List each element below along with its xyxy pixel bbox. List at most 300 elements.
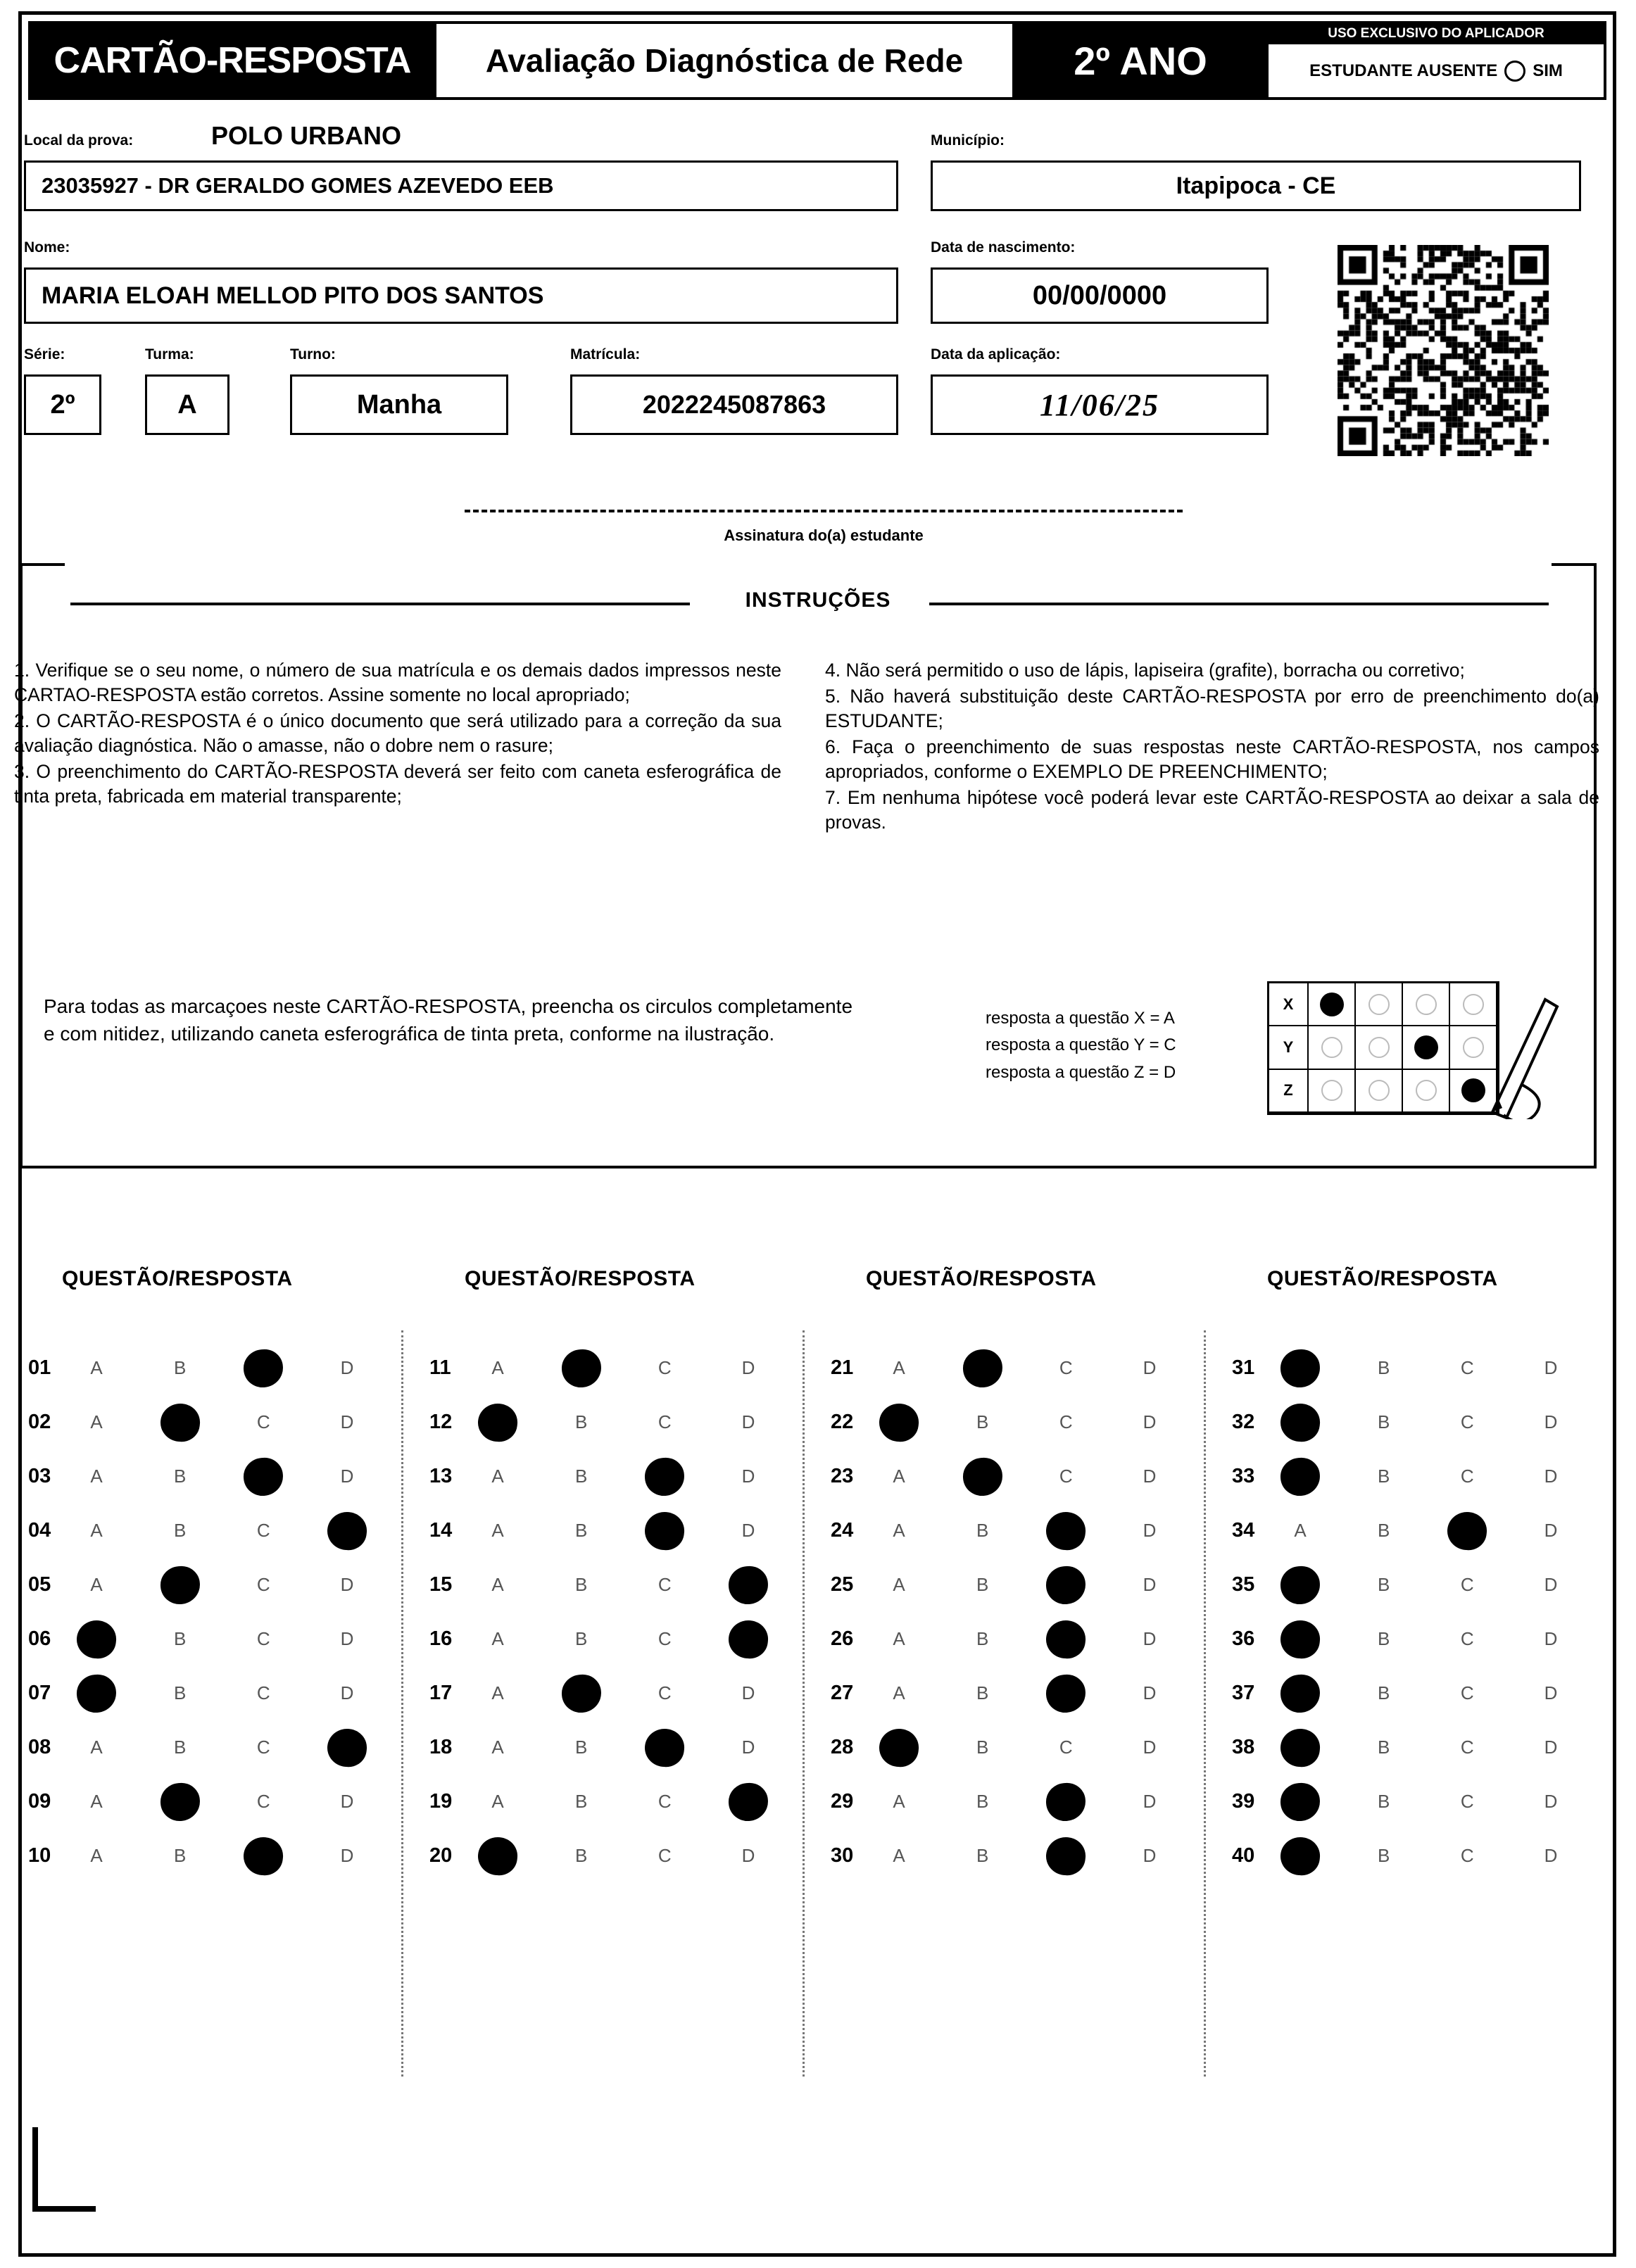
- local-label: Local da prova:: [24, 132, 134, 149]
- answer-column-title: QUESTÃO/RESPOSTA: [465, 1267, 696, 1290]
- option-group[interactable]: [75, 1726, 387, 1770]
- answer-row[interactable]: [422, 1666, 788, 1720]
- answer-row[interactable]: [824, 1341, 1190, 1395]
- instruction-item: 4. Não será permitido o uso de lápis, lapiseira (grafite), borracha ou corretivo;: [825, 660, 1465, 681]
- option-group[interactable]: [75, 1563, 387, 1607]
- option-bubble-c[interactable]: C: [256, 1682, 270, 1703]
- option-bubble-a[interactable]: A: [893, 1520, 905, 1541]
- answer-row[interactable]: [1225, 1558, 1591, 1612]
- option-bubble-d[interactable]: D: [1544, 1357, 1558, 1378]
- option-group[interactable]: [877, 1672, 1190, 1715]
- option-bubble-d[interactable]: D: [1143, 1357, 1157, 1378]
- instruction-item: 1. Verifique se o seu nome, o número de sua matrícula e os demais dados impressos neste CARTAO-RESPOSTA estão corretos. Assine somente no local apropriado;: [14, 660, 781, 705]
- answer-row[interactable]: [1225, 1395, 1591, 1449]
- option-bubble-b[interactable]: B: [1377, 1791, 1390, 1812]
- option-bubble-a[interactable]: A: [893, 1682, 905, 1703]
- option-bubble-d[interactable]: D: [741, 1466, 755, 1487]
- option-bubble-b[interactable]: B: [574, 1737, 588, 1758]
- option-bubble-a[interactable]: A: [491, 1357, 504, 1378]
- aplicacao-label: Data da aplicação:: [931, 346, 1061, 363]
- nome-field: MARIA ELOAH MELLOD PITO DOS SANTOS: [24, 267, 898, 324]
- answer-row[interactable]: [422, 1829, 788, 1883]
- answer-row[interactable]: [1225, 1341, 1591, 1395]
- option-group[interactable]: [1278, 1401, 1591, 1444]
- option-bubble-b[interactable]: B: [574, 1574, 588, 1595]
- option-bubble-b[interactable]: B: [574, 1628, 588, 1649]
- option-bubble-d[interactable]: D: [1143, 1574, 1157, 1595]
- option-bubble-d[interactable]: [726, 1780, 770, 1824]
- answer-row[interactable]: [21, 1558, 387, 1612]
- option-bubble-c[interactable]: C: [1460, 1357, 1474, 1378]
- option-bubble-a[interactable]: A: [90, 1411, 103, 1432]
- answer-row[interactable]: [422, 1504, 788, 1558]
- option-bubble-c[interactable]: C: [657, 1574, 672, 1595]
- option-bubble-b[interactable]: B: [976, 1737, 989, 1758]
- option-bubble-c[interactable]: C: [1059, 1737, 1073, 1758]
- option-bubble-b[interactable]: B: [1377, 1520, 1390, 1541]
- option-bubble-d[interactable]: [726, 1563, 770, 1607]
- question-number: 38: [1232, 1736, 1255, 1758]
- answer-row[interactable]: [1225, 1720, 1591, 1775]
- option-bubble-c[interactable]: C: [1059, 1357, 1073, 1378]
- option-bubble-b[interactable]: B: [574, 1520, 588, 1541]
- answer-row[interactable]: [422, 1612, 788, 1666]
- option-bubble-a[interactable]: [1278, 1563, 1322, 1607]
- question-number: 34: [1232, 1519, 1255, 1542]
- option-bubble-c[interactable]: C: [657, 1682, 672, 1703]
- option-bubble-d[interactable]: D: [340, 1845, 354, 1866]
- option-bubble-d[interactable]: [325, 1509, 369, 1553]
- option-bubble-b[interactable]: [158, 1780, 202, 1824]
- option-bubble-d[interactable]: D: [1143, 1466, 1157, 1487]
- option-bubble-d[interactable]: D: [340, 1791, 354, 1812]
- option-bubble-a[interactable]: A: [90, 1574, 103, 1595]
- option-bubble-a[interactable]: A: [491, 1574, 504, 1595]
- option-bubble-c[interactable]: [1044, 1563, 1088, 1607]
- option-bubble-a[interactable]: A: [1294, 1520, 1307, 1541]
- answer-row[interactable]: [824, 1829, 1190, 1883]
- option-bubble-c[interactable]: C: [1460, 1845, 1474, 1866]
- answer-row[interactable]: [1225, 1775, 1591, 1829]
- answer-row[interactable]: [21, 1666, 387, 1720]
- answer-row[interactable]: [1225, 1612, 1591, 1666]
- question-number: 33: [1232, 1465, 1255, 1487]
- option-group[interactable]: [1278, 1726, 1591, 1770]
- option-group[interactable]: [476, 1401, 788, 1444]
- question-number: 04: [28, 1519, 51, 1542]
- option-bubble-d[interactable]: [726, 1618, 770, 1661]
- option-group[interactable]: [877, 1780, 1190, 1824]
- example-legend-line: resposta a questão X = A: [986, 1009, 1175, 1028]
- answer-row[interactable]: [422, 1449, 788, 1504]
- option-bubble-d[interactable]: D: [741, 1682, 755, 1703]
- page-header: [28, 21, 1606, 100]
- option-bubble-b[interactable]: B: [574, 1411, 588, 1432]
- option-bubble-c[interactable]: [1044, 1834, 1088, 1878]
- option-bubble-a[interactable]: A: [491, 1791, 504, 1812]
- turno-label: Turno:: [290, 346, 336, 363]
- option-bubble-c[interactable]: C: [657, 1845, 672, 1866]
- example-row-label: Z: [1269, 1070, 1309, 1113]
- option-group[interactable]: [75, 1618, 387, 1661]
- option-bubble-c[interactable]: C: [256, 1791, 270, 1812]
- option-bubble-c[interactable]: [1044, 1509, 1088, 1553]
- option-bubble-c[interactable]: C: [256, 1520, 270, 1541]
- question-number: 20: [429, 1844, 453, 1867]
- option-bubble-c[interactable]: [1044, 1780, 1088, 1824]
- option-bubble-c[interactable]: C: [1460, 1466, 1474, 1487]
- option-bubble-d[interactable]: D: [340, 1466, 354, 1487]
- option-bubble-c[interactable]: C: [1460, 1628, 1474, 1649]
- option-bubble-a[interactable]: [877, 1401, 921, 1444]
- option-group[interactable]: [75, 1509, 387, 1553]
- option-bubble-a[interactable]: A: [90, 1737, 103, 1758]
- option-bubble-a[interactable]: [1278, 1672, 1322, 1715]
- option-group[interactable]: [75, 1347, 387, 1390]
- option-bubble-d[interactable]: D: [1544, 1466, 1558, 1487]
- option-bubble-b[interactable]: B: [976, 1791, 989, 1812]
- answer-row[interactable]: [21, 1720, 387, 1775]
- option-bubble-c[interactable]: C: [1460, 1737, 1474, 1758]
- option-bubble-a[interactable]: A: [893, 1791, 905, 1812]
- option-bubble-d[interactable]: D: [1143, 1628, 1157, 1649]
- option-bubble-a[interactable]: [1278, 1401, 1322, 1444]
- option-group[interactable]: [877, 1401, 1190, 1444]
- option-bubble-b[interactable]: B: [1377, 1845, 1390, 1866]
- option-group[interactable]: [1278, 1563, 1591, 1607]
- answer-row[interactable]: [824, 1449, 1190, 1504]
- option-bubble-a[interactable]: A: [893, 1574, 905, 1595]
- option-bubble-c[interactable]: [643, 1455, 686, 1499]
- answer-column-2[interactable]: [422, 1341, 788, 1883]
- option-bubble-b[interactable]: B: [976, 1845, 989, 1866]
- option-group[interactable]: [1278, 1834, 1591, 1878]
- option-bubble-c[interactable]: [241, 1347, 285, 1390]
- option-bubble-b[interactable]: B: [173, 1466, 187, 1487]
- turno-field: Manha: [290, 374, 508, 435]
- question-number: 14: [429, 1519, 453, 1542]
- option-bubble-d[interactable]: D: [1143, 1791, 1157, 1812]
- answer-row[interactable]: [824, 1395, 1190, 1449]
- question-number: 08: [28, 1736, 51, 1758]
- option-group[interactable]: [877, 1563, 1190, 1607]
- instruction-item: 7. Em nenhuma hipótese você poderá levar este CARTÃO-RESPOSTA ao deixar a sala de provas.: [825, 786, 1599, 833]
- option-bubble-a[interactable]: A: [90, 1357, 103, 1378]
- option-bubble-d[interactable]: D: [1143, 1682, 1157, 1703]
- option-bubble-c[interactable]: C: [256, 1574, 270, 1595]
- answer-column-3[interactable]: [824, 1341, 1190, 1883]
- option-group[interactable]: [877, 1618, 1190, 1661]
- answer-row[interactable]: [824, 1612, 1190, 1666]
- instructions-column-left: [14, 658, 781, 810]
- option-bubble-b[interactable]: B: [1377, 1466, 1390, 1487]
- fill-example: [986, 971, 1563, 1133]
- option-bubble-c[interactable]: [643, 1726, 686, 1770]
- option-group[interactable]: [877, 1347, 1190, 1390]
- option-bubble-d[interactable]: D: [1143, 1520, 1157, 1541]
- option-bubble-b[interactable]: B: [173, 1737, 187, 1758]
- answer-row[interactable]: [21, 1612, 387, 1666]
- option-bubble-c[interactable]: C: [1059, 1466, 1073, 1487]
- option-group[interactable]: [476, 1672, 788, 1715]
- answer-row[interactable]: [824, 1504, 1190, 1558]
- option-bubble-b[interactable]: B: [1377, 1574, 1390, 1595]
- option-bubble-b[interactable]: B: [1377, 1357, 1390, 1378]
- example-cell-marked: [1309, 983, 1356, 1026]
- option-group[interactable]: [476, 1509, 788, 1553]
- option-group[interactable]: [1278, 1780, 1591, 1824]
- option-group[interactable]: [877, 1834, 1190, 1878]
- option-bubble-c[interactable]: C: [657, 1628, 672, 1649]
- option-bubble-a[interactable]: [75, 1618, 118, 1661]
- option-bubble-c[interactable]: C: [657, 1357, 672, 1378]
- option-bubble-c[interactable]: [241, 1834, 285, 1878]
- option-bubble-b[interactable]: B: [173, 1357, 187, 1378]
- option-group[interactable]: [1278, 1509, 1591, 1553]
- answer-row[interactable]: [21, 1829, 387, 1883]
- option-bubble-d[interactable]: D: [1544, 1682, 1558, 1703]
- answer-row[interactable]: [1225, 1504, 1591, 1558]
- option-bubble-a[interactable]: [1278, 1780, 1322, 1824]
- question-number: 31: [1232, 1356, 1255, 1379]
- option-bubble-b[interactable]: B: [173, 1520, 187, 1541]
- answer-row[interactable]: [824, 1558, 1190, 1612]
- answer-row[interactable]: [824, 1775, 1190, 1829]
- question-number: 22: [831, 1411, 854, 1433]
- option-bubble-a[interactable]: A: [491, 1737, 504, 1758]
- answer-row[interactable]: [824, 1720, 1190, 1775]
- school-field: 23035927 - DR GERALDO GOMES AZEVEDO EEB: [24, 160, 898, 211]
- option-bubble-a[interactable]: [476, 1401, 520, 1444]
- answer-row[interactable]: [21, 1775, 387, 1829]
- option-bubble-a[interactable]: [1278, 1834, 1322, 1878]
- instruction-item: 6. Faça o preenchimento de suas respostas neste CARTÃO-RESPOSTA, nos campos apropriados, conforme o EXEMPLO DE PREENCHIMENTO;: [825, 736, 1599, 782]
- option-bubble-a[interactable]: A: [893, 1357, 905, 1378]
- option-bubble-a[interactable]: [476, 1834, 520, 1878]
- example-row-label: Y: [1269, 1026, 1309, 1069]
- answer-row[interactable]: [21, 1449, 387, 1504]
- option-bubble-d[interactable]: D: [340, 1682, 354, 1703]
- option-bubble-c[interactable]: C: [657, 1791, 672, 1812]
- student-absent-label: ESTUDANTE AUSENTE: [1309, 61, 1498, 80]
- question-number: 26: [831, 1627, 854, 1650]
- option-group[interactable]: [476, 1563, 788, 1607]
- option-group[interactable]: [1278, 1455, 1591, 1499]
- option-bubble-d[interactable]: D: [340, 1628, 354, 1649]
- absent-bubble[interactable]: [1504, 61, 1525, 82]
- aplicacao-field: [931, 374, 1269, 435]
- option-bubble-c[interactable]: C: [657, 1411, 672, 1432]
- option-bubble-c[interactable]: C: [1460, 1791, 1474, 1812]
- question-number: 24: [831, 1519, 854, 1542]
- option-bubble-a[interactable]: [75, 1672, 118, 1715]
- question-number: 19: [429, 1790, 453, 1813]
- option-bubble-c[interactable]: C: [256, 1737, 270, 1758]
- example-cell: [1356, 983, 1403, 1026]
- option-bubble-c[interactable]: C: [1460, 1411, 1474, 1432]
- option-bubble-c[interactable]: C: [1460, 1574, 1474, 1595]
- option-bubble-c[interactable]: [1044, 1672, 1088, 1715]
- option-bubble-d[interactable]: D: [340, 1411, 354, 1432]
- option-bubble-d[interactable]: D: [1544, 1737, 1558, 1758]
- local-value: POLO URBANO: [211, 121, 401, 150]
- option-bubble-a[interactable]: A: [491, 1682, 504, 1703]
- option-bubble-b[interactable]: B: [173, 1628, 187, 1649]
- applicator-bar-label: USO EXCLUSIVO DO APLICADOR: [1269, 24, 1604, 44]
- option-bubble-d[interactable]: D: [1143, 1737, 1157, 1758]
- answer-row[interactable]: [422, 1341, 788, 1395]
- option-group[interactable]: [75, 1455, 387, 1499]
- option-bubble-b[interactable]: B: [976, 1520, 989, 1541]
- example-legend-line: resposta a questão Z = D: [986, 1062, 1176, 1082]
- option-bubble-d[interactable]: D: [741, 1845, 755, 1866]
- nome-label: Nome:: [24, 239, 70, 256]
- option-bubble-b[interactable]: [158, 1401, 202, 1444]
- example-cell: [1309, 1026, 1356, 1069]
- option-bubble-d[interactable]: [325, 1726, 369, 1770]
- option-bubble-d[interactable]: D: [1544, 1520, 1558, 1541]
- option-bubble-a[interactable]: [1278, 1726, 1322, 1770]
- option-bubble-a[interactable]: A: [491, 1628, 504, 1649]
- option-bubble-a[interactable]: A: [893, 1628, 905, 1649]
- option-group[interactable]: [476, 1834, 788, 1878]
- option-group[interactable]: [476, 1347, 788, 1390]
- answer-row[interactable]: [824, 1666, 1190, 1720]
- option-bubble-c[interactable]: [643, 1509, 686, 1553]
- option-group[interactable]: [476, 1455, 788, 1499]
- option-bubble-d[interactable]: D: [340, 1574, 354, 1595]
- option-bubble-b[interactable]: [158, 1563, 202, 1607]
- option-bubble-b[interactable]: B: [574, 1791, 588, 1812]
- question-number: 13: [429, 1465, 453, 1487]
- option-bubble-a[interactable]: A: [893, 1845, 905, 1866]
- option-bubble-c[interactable]: [1445, 1509, 1489, 1553]
- option-bubble-c[interactable]: C: [256, 1628, 270, 1649]
- option-bubble-b[interactable]: [560, 1672, 603, 1715]
- option-bubble-b[interactable]: B: [173, 1682, 187, 1703]
- answer-row[interactable]: [422, 1720, 788, 1775]
- option-bubble-b[interactable]: B: [1377, 1737, 1390, 1758]
- option-bubble-b[interactable]: B: [574, 1845, 588, 1866]
- answer-row[interactable]: [21, 1504, 387, 1558]
- option-bubble-d[interactable]: D: [1143, 1411, 1157, 1432]
- option-bubble-d[interactable]: D: [741, 1737, 755, 1758]
- answer-row[interactable]: [21, 1341, 387, 1395]
- option-bubble-b[interactable]: B: [1377, 1628, 1390, 1649]
- option-bubble-b[interactable]: B: [1377, 1411, 1390, 1432]
- option-group[interactable]: [877, 1509, 1190, 1553]
- option-bubble-a[interactable]: A: [90, 1520, 103, 1541]
- option-bubble-c[interactable]: C: [1460, 1682, 1474, 1703]
- option-group[interactable]: [1278, 1672, 1591, 1715]
- turma-label: Turma:: [145, 346, 194, 363]
- option-bubble-d[interactable]: D: [741, 1520, 755, 1541]
- option-bubble-b[interactable]: [961, 1347, 1005, 1390]
- answer-column-separator: [1204, 1330, 1206, 2077]
- option-bubble-a[interactable]: [1278, 1618, 1322, 1661]
- option-bubble-a[interactable]: A: [90, 1845, 103, 1866]
- option-group[interactable]: [476, 1726, 788, 1770]
- answer-column-1[interactable]: [21, 1341, 387, 1883]
- answer-column-4[interactable]: [1225, 1341, 1591, 1883]
- option-bubble-d[interactable]: D: [741, 1357, 755, 1378]
- instructions-title: INSTRUÇÕES: [745, 588, 891, 612]
- option-group[interactable]: [877, 1726, 1190, 1770]
- option-group[interactable]: [75, 1672, 387, 1715]
- answer-row[interactable]: [21, 1395, 387, 1449]
- option-bubble-a[interactable]: [1278, 1347, 1322, 1390]
- answer-row[interactable]: [1225, 1666, 1591, 1720]
- option-group[interactable]: [476, 1618, 788, 1661]
- option-bubble-b[interactable]: B: [976, 1574, 989, 1595]
- answer-column-title: QUESTÃO/RESPOSTA: [866, 1267, 1097, 1290]
- example-row-label: X: [1269, 983, 1309, 1026]
- option-bubble-d[interactable]: D: [1544, 1411, 1558, 1432]
- question-number: 32: [1232, 1411, 1255, 1433]
- option-bubble-a[interactable]: [1278, 1455, 1322, 1499]
- option-bubble-a[interactable]: A: [90, 1791, 103, 1812]
- option-group[interactable]: [1278, 1347, 1591, 1390]
- option-bubble-d[interactable]: D: [1544, 1628, 1558, 1649]
- question-number: 09: [28, 1790, 51, 1813]
- option-bubble-b[interactable]: B: [574, 1466, 588, 1487]
- option-group[interactable]: [476, 1780, 788, 1824]
- option-group[interactable]: [1278, 1618, 1591, 1661]
- nascimento-label: Data de nascimento:: [931, 239, 1076, 256]
- option-bubble-a[interactable]: A: [90, 1466, 103, 1487]
- option-bubble-a[interactable]: A: [491, 1520, 504, 1541]
- answer-row[interactable]: [422, 1775, 788, 1829]
- question-number: 37: [1232, 1682, 1255, 1704]
- instruction-item: 5. Não haverá substituição deste CARTÃO-RESPOSTA por erro de preenchimento do(a) ESTUDANTE;: [825, 685, 1599, 731]
- option-bubble-d[interactable]: D: [1143, 1845, 1157, 1866]
- option-bubble-a[interactable]: A: [491, 1466, 504, 1487]
- option-bubble-d[interactable]: D: [741, 1411, 755, 1432]
- option-group[interactable]: [75, 1834, 387, 1878]
- option-group[interactable]: [75, 1401, 387, 1444]
- example-cell: [1309, 1070, 1356, 1113]
- answer-row[interactable]: [422, 1558, 788, 1612]
- option-group[interactable]: [75, 1780, 387, 1824]
- option-bubble-d[interactable]: D: [1544, 1574, 1558, 1595]
- option-bubble-b[interactable]: [961, 1455, 1005, 1499]
- option-bubble-d[interactable]: D: [340, 1357, 354, 1378]
- option-bubble-a[interactable]: [877, 1726, 921, 1770]
- option-bubble-c[interactable]: [241, 1455, 285, 1499]
- option-bubble-b[interactable]: B: [173, 1845, 187, 1866]
- student-absent-field: [1269, 44, 1604, 97]
- option-bubble-c[interactable]: C: [256, 1411, 270, 1432]
- option-bubble-c[interactable]: [1044, 1618, 1088, 1661]
- option-group[interactable]: [877, 1455, 1190, 1499]
- answer-row[interactable]: [1225, 1829, 1591, 1883]
- option-bubble-c[interactable]: C: [1059, 1411, 1073, 1432]
- answer-row[interactable]: [422, 1395, 788, 1449]
- example-legend-line: resposta a questão Y = C: [986, 1035, 1176, 1055]
- option-bubble-d[interactable]: D: [1544, 1791, 1558, 1812]
- option-bubble-b[interactable]: B: [1377, 1682, 1390, 1703]
- option-bubble-b[interactable]: B: [976, 1628, 989, 1649]
- answer-row[interactable]: [1225, 1449, 1591, 1504]
- option-bubble-b[interactable]: B: [976, 1411, 989, 1432]
- option-bubble-a[interactable]: A: [893, 1466, 905, 1487]
- option-bubble-b[interactable]: [560, 1347, 603, 1390]
- option-bubble-d[interactable]: D: [1544, 1845, 1558, 1866]
- municipio-field: Itapipoca - CE: [931, 160, 1581, 211]
- instruction-item: 3. O preenchimento do CARTÃO-RESPOSTA deverá ser feito com caneta esferográfica de tinta preta, fabricada em material transparente;: [14, 760, 781, 807]
- question-number: 11: [429, 1356, 451, 1379]
- option-bubble-b[interactable]: B: [976, 1682, 989, 1703]
